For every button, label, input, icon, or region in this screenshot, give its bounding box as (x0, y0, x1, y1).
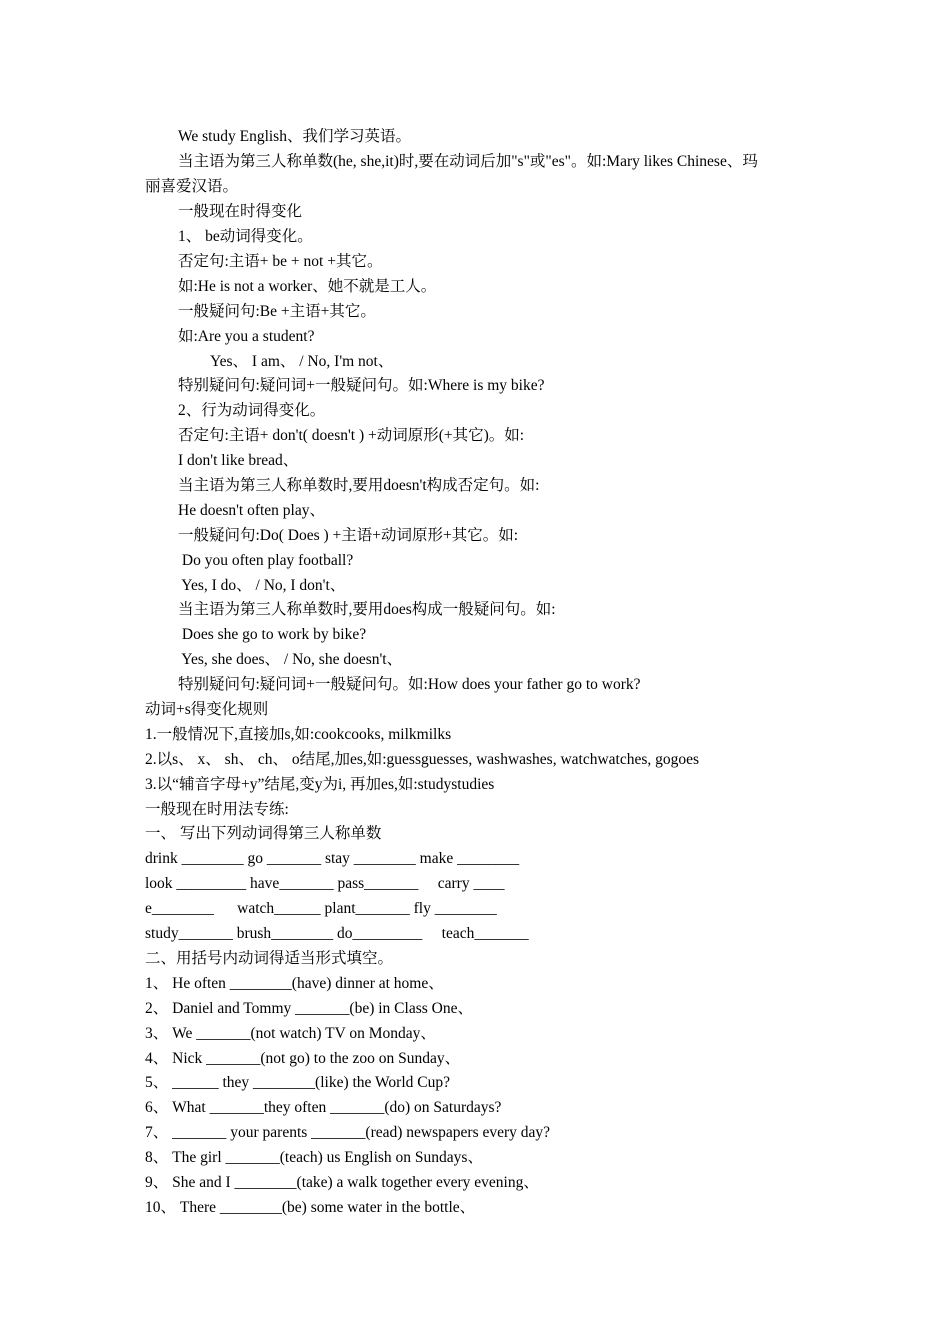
text-line: 2.以s、 x、 sh、 ch、 o结尾,加es,如:guessguesses, washwashes, watchwatches, gogoes (145, 751, 700, 768)
text-line: 当主语为第三人称单数时,要用doesn't构成否定句。如: (178, 477, 540, 494)
text-line: 3、 We _______(not watch) TV on Monday、 (145, 1025, 436, 1042)
text-line: 7、 _______ your parents _______(read) newspapers every day? (145, 1124, 551, 1141)
text-line: e________ watch______ plant_______ fly ________ (145, 900, 497, 917)
text-line: 1.一般情况下,直接加s,如:cookcooks, milkmilks (145, 726, 452, 743)
text-line: 2、 Daniel and Tommy _______(be) in Class One、 (145, 1000, 473, 1017)
text-line: I don't like bread、 (178, 452, 299, 469)
text-line: 5、 ______ they ________(like) the World Cup? (145, 1074, 450, 1091)
text-line: 否定句:主语+ be + not +其它。 (178, 253, 383, 270)
text-line: Do you often play football? (178, 552, 354, 569)
text-line: 特别疑问句:疑问词+一般疑问句。如:How does your father go to work? (178, 676, 641, 693)
text-line: Does she go to work by bike? (178, 626, 367, 643)
text-line: 10、 There ________(be) some water in the bottle、 (145, 1199, 476, 1216)
text-line: 一、 写出下列动词得第三人称单数 (145, 825, 382, 842)
text-line: 1、 He often ________(have) dinner at home、 (145, 975, 444, 992)
text-line: 特别疑问句:疑问词+一般疑问句。如:Where is my bike? (178, 377, 545, 394)
text-line: 动词+s得变化规则 (145, 701, 269, 718)
text-line: 当主语为第三人称单数(he, she,it)时,要在动词后加"s"或"es"。如:Mary likes Chinese、玛 (178, 153, 758, 170)
text-line: 一般现在时得变化 (178, 203, 303, 220)
text-line: 一般疑问句:Be +主语+其它。 (178, 303, 376, 320)
text-line: 4、 Nick _______(not go) to the zoo on Sunday、 (145, 1050, 461, 1067)
text-line: 9、 She and I ________(take) a walk together every evening、 (145, 1174, 539, 1191)
text-line: 当主语为第三人称单数时,要用does构成一般疑问句。如: (178, 601, 556, 618)
text-line: 否定句:主语+ don't( doesn't ) +动词原形(+其它)。如: (178, 427, 525, 444)
text-line: We study English、我们学习英语。 (178, 128, 411, 145)
text-line: look _________ have_______ pass_______ carry ____ (145, 875, 505, 892)
text-line: drink ________ go _______ stay ________ make ________ (145, 850, 520, 867)
text-line: 丽喜爱汉语。 (145, 178, 239, 195)
text-line: 如:Are you a student? (178, 328, 315, 345)
text-line: 6、 What _______they often _______(do) on Saturdays? (145, 1099, 502, 1116)
text-line: Yes, I do、 / No, I don't、 (178, 577, 346, 594)
text-line: He doesn't often play、 (178, 502, 325, 519)
text-line: study_______ brush________ do_________ teach_______ (145, 925, 529, 942)
text-line: 1、 be动词得变化。 (178, 228, 313, 245)
text-line: Yes、 I am、 / No, I'm not、 (210, 353, 394, 370)
text-line: Yes, she does、 / No, she doesn't、 (178, 651, 403, 668)
text-line: 一般疑问句:Do( Does ) +主语+动词原形+其它。如: (178, 527, 519, 544)
text-line: 一般现在时用法专练: (145, 801, 289, 818)
text-line: 如:He is not a worker、她不就是工人。 (178, 278, 437, 295)
text-line: 2、行为动词得变化。 (178, 402, 326, 419)
text-line: 3.以“辅音字母+y”结尾,变y为i, 再加es,如:studystudies (145, 776, 495, 793)
text-line: 8、 The girl _______(teach) us English on Sundays、 (145, 1149, 483, 1166)
text-line: 二、用括号内动词得适当形式填空。 (145, 950, 394, 967)
